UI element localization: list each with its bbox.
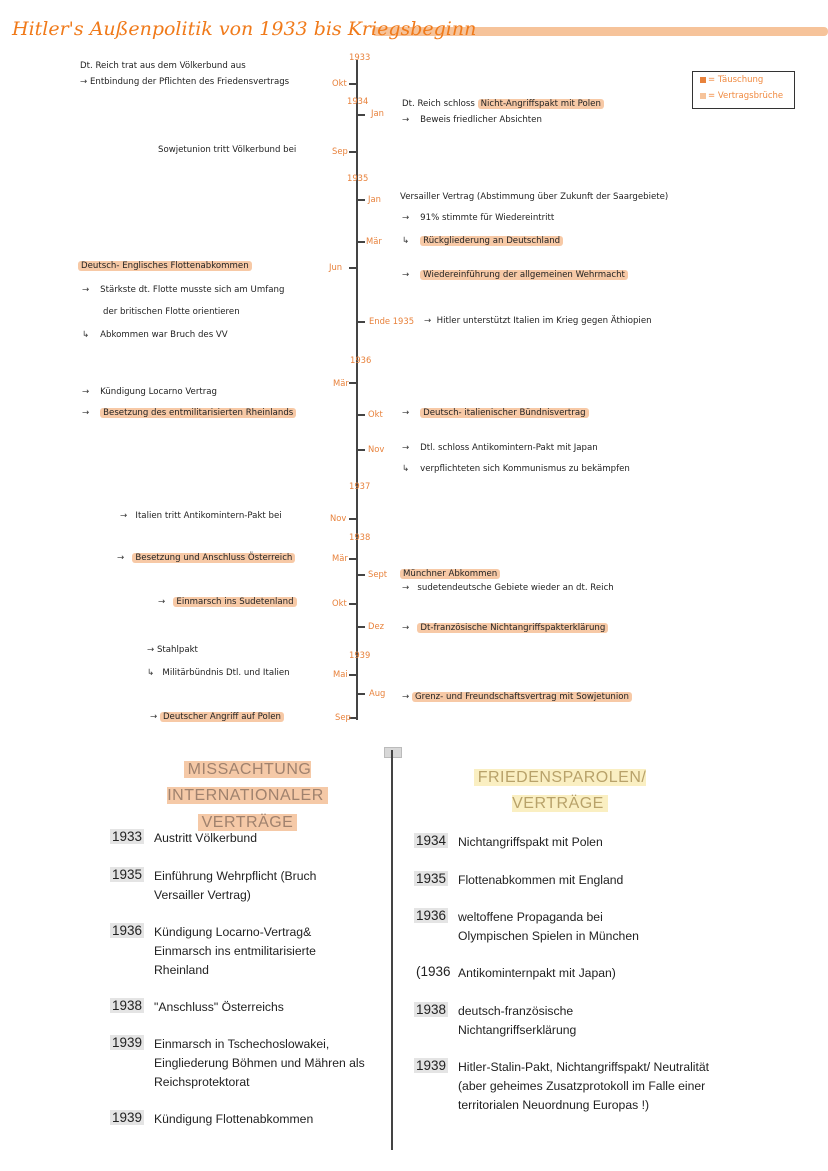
event-text: → Italien tritt Antikomintern-Pakt bei (120, 511, 282, 521)
month-label: Sep (332, 146, 348, 156)
tick-left (349, 558, 356, 560)
event-text: → Stahlpakt (147, 645, 198, 655)
tick-right (358, 241, 365, 243)
year-label: 1936 (350, 355, 372, 365)
month-label: Nov (330, 513, 347, 523)
tick-left (349, 83, 356, 85)
arrow-icon: → (402, 213, 421, 223)
year-label: 1938 (349, 532, 371, 542)
arrow-icon: → (120, 511, 136, 521)
event-text: → Kündigung Locarno Vertrag (82, 387, 217, 397)
month-label: Okt (368, 409, 383, 419)
column-divider (391, 750, 393, 1150)
arrow-icon: → (402, 115, 421, 125)
event-text: → Hitler unterstützt Italien im Krieg gegen Äthiopien (424, 316, 652, 326)
square-icon (700, 77, 706, 83)
arrow-icon: → (117, 553, 133, 563)
tick-right (358, 449, 365, 451)
tick-right (358, 626, 365, 628)
tick-left (349, 267, 356, 269)
divider-cap (384, 747, 402, 758)
arrow-icon: → (82, 408, 101, 418)
event-text: der britischen Flotte orientieren (103, 307, 240, 317)
event-text: → Besetzung des entmilitarisierten Rheinlands (82, 408, 296, 418)
year-label: 1937 (349, 481, 371, 491)
right-heading: FRIEDENSPAROLEN/ VERTRÄGE (455, 765, 665, 818)
arrow-icon: → (82, 387, 101, 397)
month-label: Jan (371, 108, 384, 118)
year-label: 1934 (347, 96, 369, 106)
month-label: Nov (368, 444, 385, 454)
arrow-icon: → (424, 316, 437, 326)
event-text: Dt. Reich trat aus dem Völkerbund aus (80, 61, 246, 71)
year-label: 1935 (347, 173, 369, 183)
event-text: → Stärkste dt. Flotte musste sich am Umfang (82, 285, 285, 295)
month-label: Jun (329, 262, 343, 272)
arrow-icon: → (80, 77, 90, 87)
arrow-icon: → (150, 712, 160, 722)
left-heading: MISSACHTUNG INTERNATIONALER VERTRÄGE (130, 757, 365, 836)
month-label: Aug (369, 688, 386, 698)
arrow-icon: → (402, 583, 418, 593)
return-arrow-icon: ↳ (82, 330, 101, 340)
event-text: → Grenz- und Freundschaftsvertrag mit Sowjetunion (402, 692, 632, 702)
tick-left (349, 518, 356, 520)
timeline-axis (356, 60, 358, 720)
event-text: → Einmarsch ins Sudetenland (158, 597, 297, 607)
arrow-icon: → (147, 645, 157, 655)
month-label: Sept (368, 569, 388, 579)
legend-item-vertragsbrueche: = Vertragsbrüche (700, 91, 783, 101)
event-text: Dt. Reich schloss Nicht-Angriffspakt mit Polen (402, 99, 604, 109)
arrow-icon: → (402, 623, 418, 633)
page-title: Hitler's Außenpolitik von 1933 bis Kriegsbeginn (12, 18, 477, 40)
tick-left (349, 603, 356, 605)
month-label: Dez (368, 621, 384, 631)
event-text: → 91% stimmte für Wiedereintritt (402, 213, 555, 223)
return-arrow-icon: ↳ (402, 236, 421, 246)
arrow-icon: → (82, 285, 101, 295)
event-text: → Entbindung der Pflichten des Friedensvertrags (80, 77, 290, 87)
legend-item-taeuschung: = Täuschung (700, 75, 763, 85)
event-text: → Deutsch- italienischer Bündnisvertrag (402, 408, 589, 418)
tick-right (358, 321, 365, 323)
arrow-icon: → (402, 443, 421, 453)
event-text: → sudetendeutsche Gebiete wieder an dt. Reich (402, 583, 614, 593)
tick-right (358, 574, 365, 576)
tick-left (349, 674, 356, 676)
month-label: Mai (333, 669, 348, 679)
year-label: 1933 (349, 52, 371, 62)
month-label: Mär (333, 378, 349, 388)
tick-right (358, 114, 365, 116)
return-arrow-icon: ↳ (402, 464, 421, 474)
event-text: Deutsch- Englisches Flottenabkommen (78, 261, 252, 271)
year-label: 1939 (349, 650, 371, 660)
month-label: Ende 1935 (369, 316, 415, 326)
event-text: → Wiedereinführung der allgemeinen Wehrmacht (402, 270, 628, 280)
tick-left (349, 382, 356, 384)
tick-right (358, 693, 365, 695)
event-text: ↳ verpflichteten sich Kommunismus zu bekämpfen (402, 464, 630, 474)
tick-right (358, 199, 365, 201)
square-icon (700, 93, 706, 99)
month-label: Okt (332, 78, 347, 88)
event-text: → Dtl. schloss Antikomintern-Pakt mit Japan (402, 443, 598, 453)
legend-box (692, 71, 795, 109)
arrow-icon: → (402, 408, 421, 418)
arrow-icon: → (158, 597, 174, 607)
tick-left (349, 151, 356, 153)
event-text: → Besetzung und Anschluss Österreich (117, 553, 295, 563)
event-text: → Beweis friedlicher Absichten (402, 115, 542, 125)
event-text: Versailler Vertrag (Abstimmung über Zukunft der Saargebiete) (400, 192, 669, 202)
event-text: → Dt-französische Nichtangriffspakterklärung (402, 623, 608, 633)
event-text: Sowjetunion tritt Völkerbund bei (158, 145, 297, 155)
event-text: → Deutscher Angriff auf Polen (150, 712, 284, 722)
event-text: ↳ Abkommen war Bruch des VV (82, 330, 228, 340)
event-text: ↳ Militärbündnis Dtl. und Italien (147, 668, 290, 678)
event-text: ↳ Rückgliederung an Deutschland (402, 236, 563, 246)
return-arrow-icon: ↳ (147, 668, 163, 678)
arrow-icon: → (402, 692, 412, 702)
event-text: Münchner Abkommen (400, 569, 500, 579)
tick-right (358, 414, 365, 416)
month-label: Sep (335, 712, 351, 722)
month-label: Mär (366, 236, 382, 246)
arrow-icon: → (402, 270, 421, 280)
month-label: Mär (332, 553, 348, 563)
month-label: Okt (332, 598, 347, 608)
month-label: Jan (368, 194, 381, 204)
